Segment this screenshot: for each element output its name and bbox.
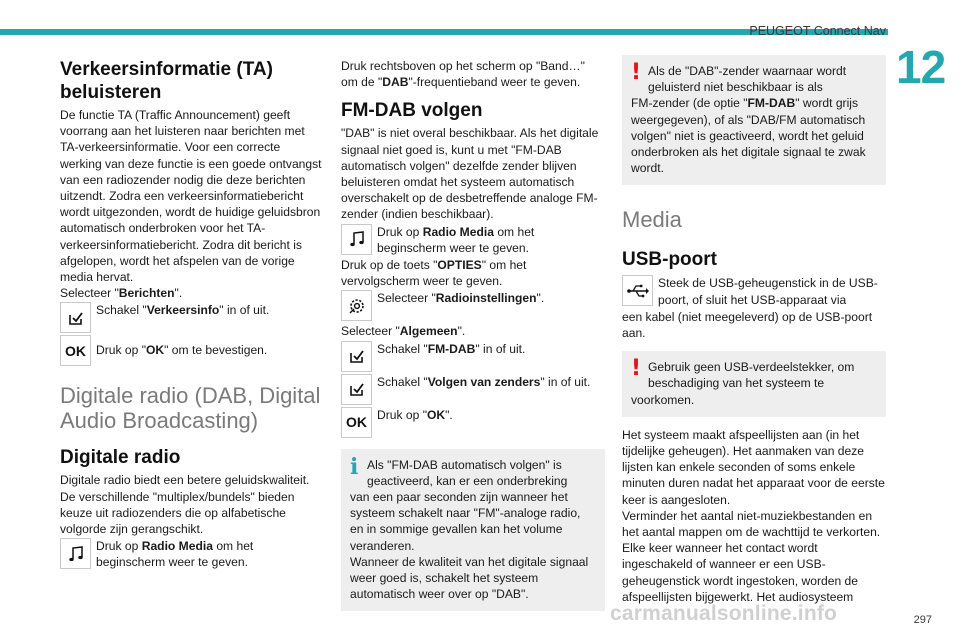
select-berichten: Selecteer "Berichten". xyxy=(60,286,183,301)
step-confirm-ok: OK Druk op "OK" om te bevestigen. xyxy=(60,335,324,367)
step-radio-media-2: Druk op Radio Media om het beginscherm weer te geven. xyxy=(341,224,605,256)
page-number: 297 xyxy=(913,614,932,626)
warning-box-dab xyxy=(622,55,886,185)
info-rest: van een paar seconden zijn wanneer het systeem schakelt naar "FM"-analoge radio, en in sommige gevallen kan het volume veranderen. xyxy=(350,490,581,553)
digital-radio-subheading: Digitale radio xyxy=(60,447,181,469)
ta-body: De functie TA (Traffic Announcement) geeft voorrang aan het luisteren naar berichten met TA-verkeersinformatie. Voor een correcte werking van deze functie is een goede ontvangst van een radiozender nodig die deze berichten uitzendt. Zodra een verkeersinformatiebericht wordt uitgezonden, wordt de huidige geluidsbron automatisch onderbroken voor het TA-verkeersinformatiebericht. Zodra dit bericht is afgelopen, wordt het afspelen van de vorige media hervat. xyxy=(60,108,322,285)
info-last: Wanneer de kwaliteit van het digitale signaal weer goed is, schakelt het systeem automatisch weer over op "DAB". xyxy=(350,554,589,602)
toggle-checkbox-icon xyxy=(60,302,91,333)
music-note-icon xyxy=(341,224,372,255)
digital-radio-heading: Digitale radio (DAB, Digital Audio Broadcasting) xyxy=(60,383,321,434)
warning-usb-rest: voorkomen. xyxy=(631,392,695,407)
step-volgen-zenders: Schakel "Volgen van zenders" in of uit. xyxy=(341,374,605,406)
step-radio-settings: Selecteer "Radioinstellingen". xyxy=(341,290,605,322)
toggle-checkbox-icon xyxy=(341,341,372,372)
playlist-body: Het systeem maakt afspeellijsten aan (in het tijdelijke geheugen). Het aanmaken van deze lijsten kan enkele seconden of soms enkele minuten duren nadat het apparaat voor de eerste keer is aangesloten. xyxy=(622,427,885,507)
fm-dab-heading: FM-DAB volgen xyxy=(341,100,483,122)
info-icon: i xyxy=(350,453,359,480)
general-text: Selecteer "Algemeen". xyxy=(341,324,466,339)
column-3 xyxy=(622,55,886,605)
music-note-icon xyxy=(60,538,91,569)
watermark: carmanualsonline.info xyxy=(610,602,838,625)
usb-rest: een kabel (niet meegeleverd) op de USB-poort aan. xyxy=(622,309,873,341)
column-2 xyxy=(341,55,605,611)
media-heading: Media xyxy=(622,207,682,233)
info-box-fm-dab xyxy=(341,449,605,612)
step-radio-media: Druk op Radio Media om het beginscherm weer te geven. xyxy=(60,538,324,570)
reduce-body: Verminder het aantal niet-muziekbestanden en het aantal mappen om de wachttijd te verkorten. xyxy=(622,508,881,540)
warning-rest: FM-zender (de optie "FM-DAB" wordt grijs weergegeven), of als "DAB/FM automatisch volgen" niet is geactiveerd, wordt het geluid onderbroken als het digitale signaal te zwak wordt. xyxy=(631,96,866,176)
toggle-checkbox-icon xyxy=(341,374,372,405)
warning-box-usb xyxy=(622,351,886,417)
radio-settings-icon xyxy=(341,290,372,321)
options-text: Druk op de toets "OPTIES" om het vervolgscherm weer te geven. xyxy=(341,258,527,289)
usb-heading: USB-poort xyxy=(622,249,717,271)
band-text: Druk rechtsboven op het scherm op "Band…" om de "DAB"-frequentieband weer te geven. xyxy=(341,59,585,90)
step-toggle-verkeersinfo: Schakel "Verkeersinfo" in of uit. xyxy=(60,302,324,334)
warning-lead: Als de "DAB"-zender waarnaar wordt geluisterd niet beschikbaar is als xyxy=(648,64,847,95)
header-title: PEUGEOT Connect Nav xyxy=(749,24,886,38)
warning-icon: ! xyxy=(631,356,642,382)
column-1 xyxy=(60,55,324,572)
ok-button-icon: OK xyxy=(60,335,91,366)
ok-button-icon: OK xyxy=(341,407,372,438)
fm-dab-body: "DAB" is niet overal beschikbaar. Als het digitale signaal niet goed is, kunt u met "FM-DAB automatisch volgen" dezelfde zender blijven beluisteren omdat het systeem automatisch overschakelt op de desbetreffende analoge FM-zender (indien beschikbaar). xyxy=(341,126,599,222)
info-lead: Als "FM-DAB automatisch volgen" is geactiveerd, kan er een onderbreking xyxy=(367,457,568,488)
digital-radio-body: Digitale radio biedt een betere geluidskwaliteit. De verschillende "multiplex/bundels" bieden keuze uit radiozenders die op alfabetische volgorde zijn gerangschikt. xyxy=(60,473,310,537)
every-body: Elke keer wanneer het contact wordt ingeschakeld of wanneer er een USB-geheugenstick wordt ingestoken, worden de afspeellijsten bijgewerkt. Het audiosysteem xyxy=(622,541,858,604)
step-fm-dab: Schakel "FM-DAB" in of uit. xyxy=(341,341,605,373)
warning-icon: ! xyxy=(631,60,642,85)
ta-heading: Verkeersinformatie (TA) beluisteren xyxy=(60,59,273,103)
step-usb: Steek de USB-geheugenstick in de USB-poort, of sluit het USB-apparaat via xyxy=(622,275,886,307)
usb-icon xyxy=(622,275,653,306)
chapter-number: 12 xyxy=(896,41,946,93)
step-ok: OK Druk op "OK". xyxy=(341,407,605,439)
warning-usb-lead: Gebruik geen USB-verdeelstekker, om beschadiging van het systeem te xyxy=(648,360,855,391)
